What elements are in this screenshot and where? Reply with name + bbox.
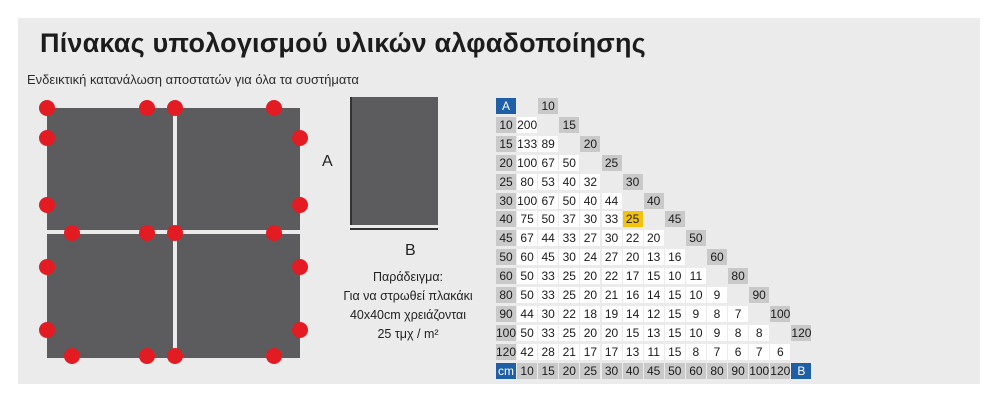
diagonal-b-header: 45 [665,211,685,227]
table-cell: 30 [602,230,622,246]
bottom-b-header: 20 [559,363,579,379]
diagonal-b-header: 20 [580,136,600,152]
table-cell: 18 [580,306,600,322]
table-cell: 30 [538,306,558,322]
table-cell: 13 [644,249,664,265]
table-cell: 10 [686,287,706,303]
table-cell: 50 [517,268,537,284]
bottom-b-header: 100 [749,363,770,378]
table-cell: 50 [517,325,537,341]
example-line-4: 25 τμχ / m² [377,327,439,341]
table-cell: 16 [665,249,685,265]
spacer-dot [139,348,155,364]
spacer-dot [139,100,155,116]
spacer-dot [292,130,308,146]
table-cell: 13 [623,344,643,360]
table-cell: 20 [644,230,664,246]
bottom-b-header: 15 [538,363,558,379]
spacer-dot [167,225,183,241]
table-cell: 44 [538,230,558,246]
row-header-a: 45 [496,230,516,246]
table-cell: 10 [665,268,685,284]
table-cell: 67 [538,193,558,209]
example-line-1: Παράδειγμα: [372,270,444,284]
table-cell: 8 [707,306,727,322]
table-cell: 20 [623,249,643,265]
row-header-a: 40 [496,211,516,227]
dimension-a-label: A [322,153,333,170]
page-subtitle: Ενδεικτική κατανάλωση αποστατών για όλα τα συστήματα [27,72,359,87]
table-cell: 50 [538,211,558,227]
table-cell: 8 [728,325,748,341]
table-cell: 21 [602,287,622,303]
table-cell: 20 [580,268,600,284]
corner-b-header: B [791,363,811,379]
example-line-2: Για να στρωθεί πλακάκι [343,289,473,303]
bottom-b-header: 80 [707,363,727,379]
table-cell: 200 [517,117,538,132]
table-cell: 75 [517,211,537,227]
table-cell: 33 [538,287,558,303]
table-cell: 22 [623,230,643,246]
row-header-a: 50 [496,249,516,265]
unit-label: cm [498,363,514,378]
table-cell: 33 [538,268,558,284]
table-cell: 20 [580,325,600,341]
highlighted-cell: 25 [623,211,643,227]
diagonal-b-header: 80 [728,268,748,284]
row-header-a: 15 [496,136,516,152]
table-cell: 13 [644,325,664,341]
table-cell: 60 [517,249,537,265]
diagonal-b-header: 120 [791,325,812,340]
spacer-dot [266,348,282,364]
spacer-dot [39,322,55,338]
table-cell: 67 [517,230,537,246]
table-cell: 8 [686,344,706,360]
table-cell: 19 [602,306,622,322]
table-cell: 50 [517,287,537,303]
diagonal-b-header: 10 [538,98,558,114]
table-cell: 15 [644,268,664,284]
table-cell: 12 [644,306,664,322]
table-cell: 15 [623,325,643,341]
row-header-a: 30 [496,193,516,209]
bottom-b-header: 25 [580,363,600,379]
single-tile-illustration [350,97,438,225]
spacer-dot [39,197,55,213]
table-cell: 21 [559,344,579,360]
table-cell: 17 [602,344,622,360]
corner-a-header: A [496,98,516,114]
row-header-a: 20 [496,155,516,171]
table-cell: 27 [602,249,622,265]
bottom-b-header: 30 [602,363,622,379]
row-header-a: 100 [496,325,517,340]
table-cell: 20 [580,287,600,303]
bottom-b-header: 45 [644,363,664,379]
table-cell: 25 [559,268,579,284]
example-text [342,268,474,344]
table-cell: 80 [517,174,537,190]
table-cell: 100 [517,193,538,208]
spacer-dot [266,100,282,116]
table-cell: 100 [517,155,538,170]
spacer-dot [292,259,308,275]
row-header-a: 90 [496,306,516,322]
bottom-b-header: 10 [517,363,537,379]
table-cell: 50 [559,155,579,171]
spacer-dot [139,225,155,241]
spacer-dot [167,100,183,116]
diagonal-b-header: 25 [602,155,622,171]
table-cell: 20 [602,325,622,341]
table-cell: 9 [707,325,727,341]
table-cell: 6 [728,344,748,360]
table-cell: 14 [623,306,643,322]
table-cell: 6 [770,344,790,360]
table-cell: 9 [707,287,727,303]
dimension-b-line [350,228,438,230]
table-cell: 30 [559,249,579,265]
diagonal-b-header: 100 [770,306,791,321]
dimension-b-label: B [405,242,416,259]
page-title: Πίνακας υπολογισμού υλικών αλφαδοποίησης [40,28,646,58]
spacer-dot [64,348,80,364]
table-cell: 53 [538,174,558,190]
table-cell: 10 [686,325,706,341]
table-cell: 67 [538,155,558,171]
table-cell: 25 [559,287,579,303]
bottom-b-header: 120 [770,363,791,378]
table-cell: 11 [644,344,664,360]
table-cell: 50 [559,193,579,209]
table-cell: 14 [644,287,664,303]
bottom-b-header: 40 [623,363,643,379]
spacer-dot [292,322,308,338]
bottom-b-header: 60 [686,363,706,379]
table-cell: 45 [538,249,558,265]
table-cell: 33 [559,230,579,246]
diagonal-b-header: 30 [623,174,643,190]
spacer-dot [39,259,55,275]
bottom-b-header: 50 [665,363,685,379]
table-cell: 40 [559,174,579,190]
table-cell: 15 [665,325,685,341]
table-cell: 24 [580,249,600,265]
example-line-3: 40x40cm χρειάζονται [349,308,467,322]
table-cell: 9 [686,306,706,322]
table-cell: 27 [580,230,600,246]
table-cell: 37 [559,211,579,227]
table-cell: 32 [580,174,600,190]
row-header-a: 120 [496,344,517,359]
table-cell: 89 [538,136,558,152]
table-cell: 44 [602,193,622,209]
table-cell: 33 [602,211,622,227]
spacer-dot [292,197,308,213]
table-cell: 22 [602,268,622,284]
table-cell: 17 [580,344,600,360]
table-cell: 8 [749,325,769,341]
table-cell: 133 [517,136,538,151]
spacer-dot [266,225,282,241]
diagonal-b-header: 40 [644,193,664,209]
bottom-b-header: 90 [728,363,748,379]
row-header-a: 10 [496,117,516,133]
table-cell: 25 [559,325,579,341]
table-cell: 7 [707,344,727,360]
table-cell: 15 [665,287,685,303]
diagonal-b-header: 60 [707,249,727,265]
spacer-dot [39,130,55,146]
table-cell: 33 [538,325,558,341]
table-cell: 7 [728,306,748,322]
table-cell: 16 [623,287,643,303]
row-header-a: 80 [496,287,516,303]
row-header-a: 25 [496,174,516,190]
table-cell: 17 [623,268,643,284]
table-cell: 28 [538,344,558,360]
table-cell: 44 [517,306,537,322]
table-cell: 22 [559,306,579,322]
table-cell: 30 [580,211,600,227]
table-cell: 15 [665,306,685,322]
spacer-dot [39,100,55,116]
table-cell: 42 [517,344,537,360]
spacer-dot [167,348,183,364]
table-cell: 11 [686,268,706,284]
table-cell: 40 [580,193,600,209]
table-cell: 15 [665,344,685,360]
diagonal-b-header: 50 [686,230,706,246]
diagonal-b-header: 90 [749,287,769,303]
diagonal-b-header: 15 [559,117,579,133]
row-header-a: 60 [496,268,516,284]
spacer-dot [64,225,80,241]
table-cell: 7 [749,344,769,360]
